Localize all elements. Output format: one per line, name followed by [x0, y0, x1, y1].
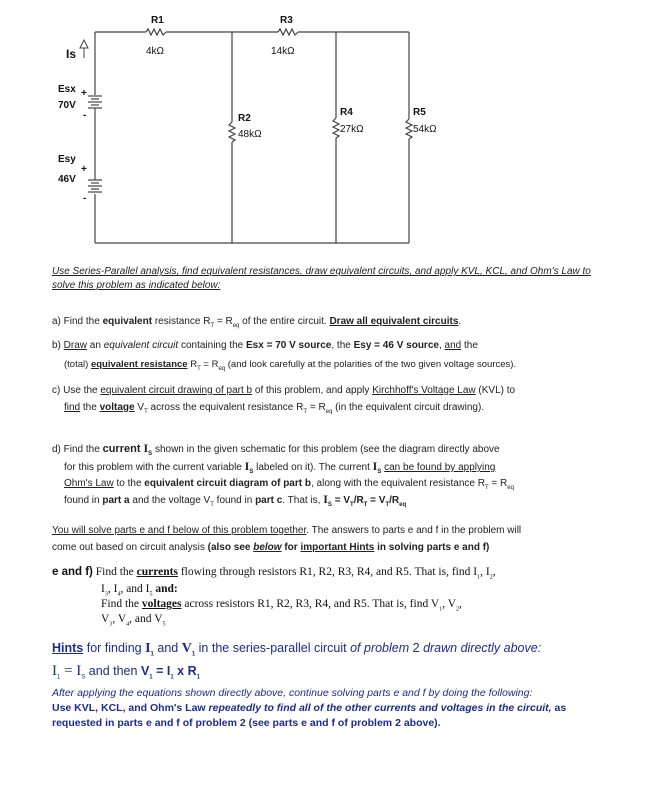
circuit-diagram: [0, 0, 655, 260]
esx-value: 70V: [58, 100, 76, 111]
r1-value: 4kΩ: [146, 46, 165, 57]
part-d-line2: for this problem with the current variable $I_S$ labeled on it). The current $I_S$ can be found by applying: [64, 459, 496, 475]
part-c-line2: find the voltage $V_T$ across the equivalent resistance $R_T = R_{eq}$ (in the equivalent circuit drawing).: [64, 402, 485, 415]
hints-use: Use KVL, KCL, and Ohm's Law repeatedly to find all of the other currents and voltages in the circuit, as: [52, 702, 567, 714]
current-source-label: Is: [66, 47, 77, 61]
part-ef-line1: e and f) Find the currents flowing through resistors R1, R2, R3, R4, and R5. That is, find $I_1$, $I_2$,: [52, 566, 496, 581]
note-line1: You will solve parts e and f below of this problem together. The answers to parts e and f in the problem will: [52, 525, 522, 536]
note-line2: come out based on circuit analysis (also see below for important Hints in solving parts e and f): [52, 542, 490, 553]
part-a: a) Find the equivalent resistance $R_T = R_{eq}$ of the entire circuit. Draw all equivalent circuits.: [52, 316, 462, 329]
hints-equation: $I_1 = I_S$ and then $V_1 = I_1$ x $R_1$: [52, 663, 200, 681]
r1-name: R1: [151, 15, 164, 26]
part-d-line4: found in part a and the voltage $V_T$ found in part c. That is, $I_S = V_T/R_T = V_T/R_{eq}$: [64, 492, 407, 508]
resistor-r3: [278, 29, 298, 35]
hints-requested: requested in parts e and f of problem 2 (see parts e and f of problem 2 above).: [52, 717, 441, 729]
part-d-line3: Ohm's Law to the equivalent circuit diagram of part b, along with the equivalent resistance $R_T = R_{eq}$: [64, 478, 514, 491]
part-ef-line2: $I_3$, $I_4$, and $I_5$ and:: [101, 583, 178, 598]
resistor-r5: [406, 119, 412, 139]
r5-value: 54kΩ: [413, 124, 437, 135]
esx-plus: +: [81, 88, 87, 99]
hints-after: After applying the equations shown directly above, continue solving parts e and f by doing the following:: [52, 687, 533, 699]
battery-esy: [88, 180, 102, 192]
esy-value: 46V: [58, 174, 76, 185]
resistor-r2: [229, 122, 235, 142]
resistor-r4: [333, 118, 339, 138]
part-c-line1: c) Use the equivalent circuit drawing of part b of this problem, and apply Kirchhoff's Voltage Law (KVL) to: [52, 385, 516, 396]
part-ef-line4: $V_3$, $V_4$, and $V_5$: [101, 613, 166, 628]
hints-heading: Hints for finding $I_1$ and $V_1$ in the series-parallel circuit of problem 2 drawn directly above:: [52, 641, 542, 658]
esy-minus: -: [83, 193, 87, 204]
part-ef-line3: Find the voltages across resistors R1, R2, R3, R4, and R5. That is, find $V_1$, $V_2$,: [101, 598, 462, 613]
resistor-r1: [146, 29, 166, 35]
current-arrow-icon: [80, 40, 88, 58]
part-d-line1: d) Find the current $I_S$ shown in the given schematic for this problem (see the diagram directly above: [52, 441, 500, 457]
esy-plus: +: [81, 164, 87, 175]
part-b-line2: (total) equivalent resistance $R_T = R_{eq}$ (and look carefully at the polarities of the two given voltage sources).: [64, 359, 517, 372]
r3-name: R3: [280, 15, 293, 26]
r2-value: 48kΩ: [238, 129, 262, 140]
intro-text: Use Series-Parallel analysis, find equivalent resistances, draw equivalent circuits, and apply KVL, KCL, and Ohm's Law to solve this problem as indicated below:: [52, 266, 591, 291]
esx-name: Esx: [58, 84, 76, 95]
r4-value: 27kΩ: [340, 124, 364, 135]
r2-name: R2: [238, 113, 251, 124]
r5-name: R5: [413, 107, 426, 118]
r3-value: 14kΩ: [271, 46, 295, 57]
battery-esx: [88, 96, 102, 108]
part-b-line1: b) Draw an equivalent circuit containing the Esx = 70 V source, the Esy = 46 V source, and the: [52, 340, 478, 351]
r4-name: R4: [340, 107, 353, 118]
esy-name: Esy: [58, 154, 76, 165]
esx-minus: -: [83, 110, 87, 121]
